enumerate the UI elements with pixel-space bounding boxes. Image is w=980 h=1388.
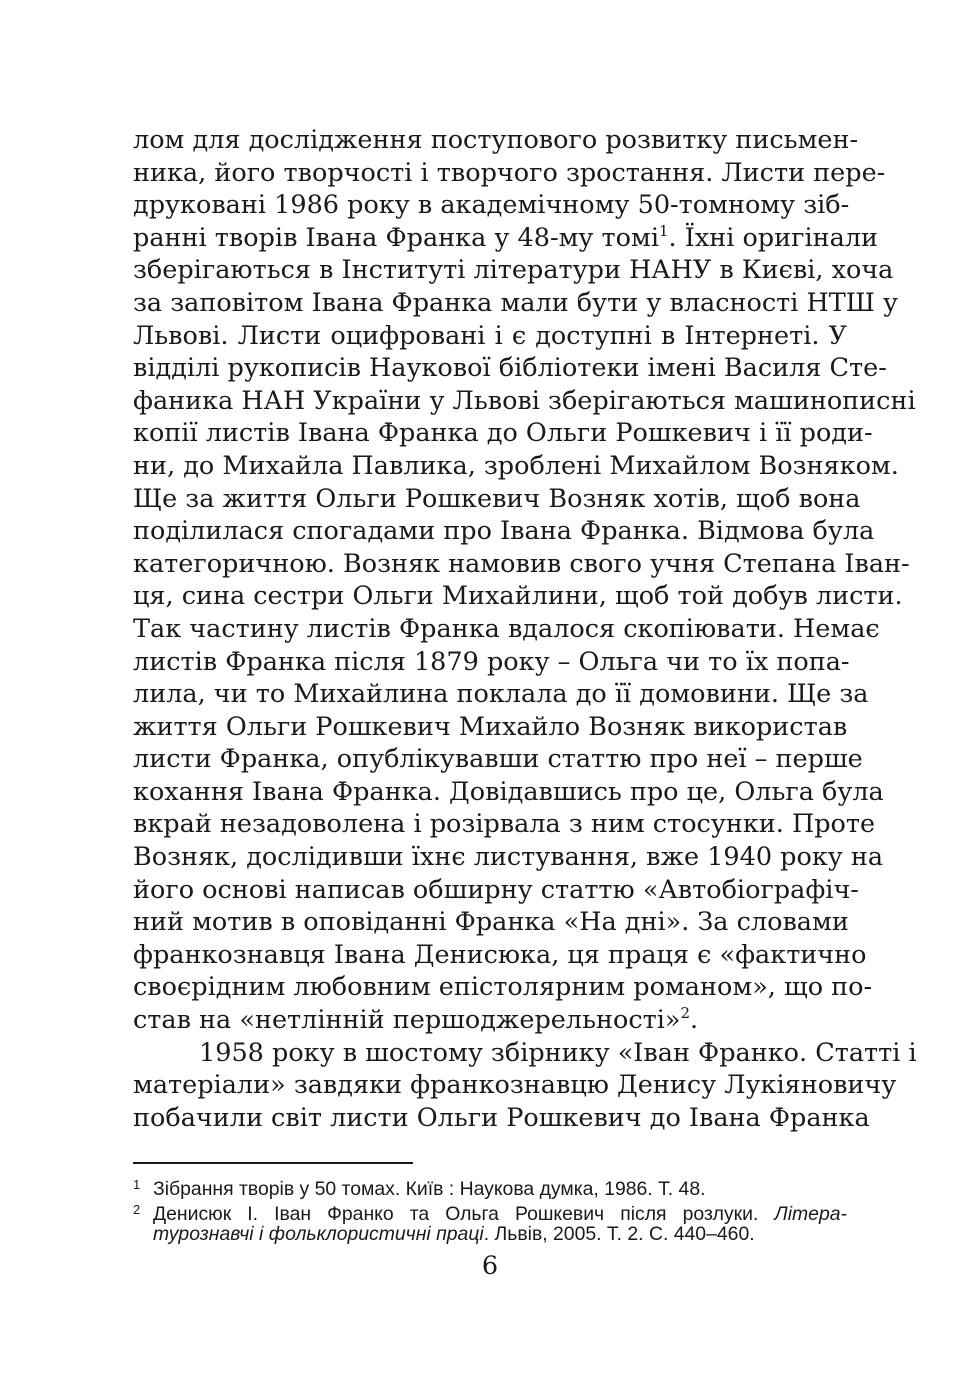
text-line-content: ний мотив в оповіданні Франка «На дні». За словами xyxy=(133,907,849,938)
footnote-number: 2 xyxy=(133,1201,141,1217)
footnotes xyxy=(133,1173,847,1247)
text-line-content: франкознавця Івана Денисюка, ця праця є «фактично xyxy=(133,939,867,970)
text-line xyxy=(133,124,859,157)
text-line xyxy=(133,1069,897,1102)
text-line xyxy=(133,254,894,287)
text-line xyxy=(133,711,847,744)
text-line xyxy=(133,906,847,939)
text-line-content: ни, до Михайла Павлика, зроблені Михайлом Возняком. xyxy=(133,450,899,481)
text-line-content: вкрай незадоволена і розірвала з ним стосунки. Проте xyxy=(133,809,876,840)
text-line-content: побачили світ листи Ольги Рошкевич до Івана Франка xyxy=(133,1102,870,1133)
text-line-content: Так частину листів Франка вдалося скопіювати. Немає xyxy=(133,613,880,644)
text-line-content: друковані 1986 року в академічному 50-томному зіб- xyxy=(133,190,850,221)
text-line xyxy=(133,808,876,841)
text-line-content: своєрідним любовним епістолярним романом», що по- xyxy=(133,972,873,1003)
text-line-content: Львові. Листи оцифровані і є доступні в Інтернеті. У xyxy=(133,320,847,351)
text-line-content: поділилася спогадами про Івана Франка. Відмова була xyxy=(133,516,875,547)
text-line-content: Ще за життя Ольги Рошкевич Возняк хотів, щоб вона xyxy=(133,483,861,514)
text-line-content: . xyxy=(690,1005,699,1036)
text-line-content: ця, сина сестри Ольги Михайлини, щоб той добув листи. xyxy=(133,581,903,612)
text-line-content: життя Ольги Рошкевич Михайло Возняк використав xyxy=(133,711,848,742)
text-line-content: кохання Івана Франка. Довідавшись про це, Ольга була xyxy=(133,776,884,807)
text-line xyxy=(133,743,863,776)
text-line xyxy=(133,613,880,646)
text-line-content: фаника НАН України у Львові зберігаються машинописні xyxy=(133,385,916,416)
text-line xyxy=(133,646,850,679)
text-line xyxy=(133,874,859,907)
text-line xyxy=(133,678,869,711)
text-line xyxy=(133,352,887,385)
text-line-content: Возняк, дослідивши їхнє листування, вже 1940 року на xyxy=(133,842,884,873)
text-line xyxy=(133,157,886,190)
footnote-source-title: турознавчі і фольклористичні праці xyxy=(153,1223,484,1245)
text-line xyxy=(133,320,847,353)
footnote-1 xyxy=(133,1173,847,1198)
text-line xyxy=(133,1102,870,1135)
text-line-content: став на «нетлінній першоджерельності» xyxy=(133,1005,681,1036)
footnote-reference: 1 xyxy=(658,221,669,240)
text-line xyxy=(133,417,873,450)
footnote-number: 1 xyxy=(133,1177,141,1192)
text-line xyxy=(133,189,850,222)
text-line xyxy=(133,385,916,418)
text-line-content: його основі написав обширну статтю «Автобіографіч- xyxy=(133,874,859,905)
footnote-separator xyxy=(133,1162,413,1164)
text-line xyxy=(133,515,875,548)
text-line xyxy=(133,939,867,972)
text-line-content: . Їхні оригінали xyxy=(668,222,879,253)
text-line xyxy=(133,1004,847,1037)
text-line xyxy=(133,483,861,516)
text-line xyxy=(133,287,898,320)
text-line xyxy=(133,841,884,874)
text-line xyxy=(133,971,873,1004)
text-line-content: зберігаються в Інституті літератури НАНУ в Києві, хоча xyxy=(133,255,894,286)
footnote-text: Зібрання творів у 50 томах. Київ : Наукова думка, 1986. Т. 48. xyxy=(153,1178,706,1200)
text-line-content: ранні творів Івана Франка у 48-му томі xyxy=(133,222,659,253)
footnote-2-continued xyxy=(133,1222,847,1247)
text-line-content: категоричною. Возняк намовив свого учня Степана Іван- xyxy=(133,548,910,579)
text-line-content: лила, чи то Михайлина поклала до її домовини. Ще за xyxy=(133,679,869,710)
footnote-2 xyxy=(133,1198,847,1223)
footnote-reference: 2 xyxy=(680,1004,691,1023)
footnote-text: Денисюк І. Іван Франко та Ольга Рошкевич після розлуки. xyxy=(153,1202,775,1225)
text-line-content: листи Франка, опублікувавши статтю про неї – перше xyxy=(133,744,863,775)
text-line xyxy=(133,580,903,613)
text-line xyxy=(133,1037,917,1070)
text-line-content: за заповітом Івана Франка мали бути у власності НТШ у xyxy=(133,287,898,318)
text-line xyxy=(133,776,884,809)
text-line-content: 1958 року в шостому збірнику «Іван Франко. Статті і xyxy=(199,1037,917,1068)
text-line-content: копії листів Івана Франка до Ольги Рошкевич і її роди- xyxy=(133,418,873,449)
text-line-content: лом для дослідження поступового розвитку письмен- xyxy=(133,125,859,155)
text-line xyxy=(133,548,910,581)
footnote-text: . Львів, 2005. Т. 2. С. 440–460. xyxy=(483,1223,755,1245)
text-line-content: ника, його творчості і творчого зростання. Листи пере- xyxy=(133,157,886,188)
text-line-content: листів Франка після 1879 року – Ольга чи то їх попа- xyxy=(133,646,850,677)
text-line xyxy=(133,450,899,483)
text-line xyxy=(133,221,879,255)
page-body xyxy=(133,124,917,1134)
footnote-source-title: Літера- xyxy=(774,1202,847,1225)
page-number: 6 xyxy=(481,1251,499,1281)
text-line-content: матеріали» завдяки франкознавцю Денису Лукіяновичу xyxy=(133,1070,897,1101)
text-line-content: відділі рукописів Наукової бібліотеки імені Василя Сте- xyxy=(133,353,887,384)
